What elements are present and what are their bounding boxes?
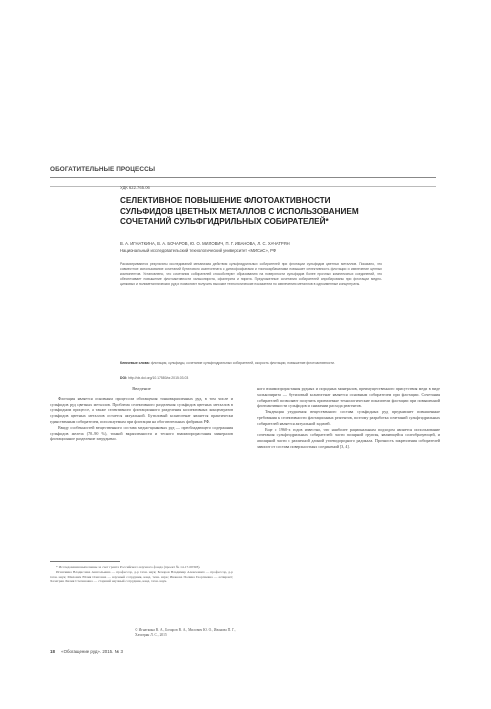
udc-code: УДК 622.765.06: [120, 185, 150, 190]
body-paragraph: Флотация является основным процессом обогащения тонковкрапленных руд, в том числе и сульфидов руд цветных металлов. Проблема селективного разделения сульфидов цветных металлов в сульфидном процессе, а также селективного флотационного разделения коллективных концентратов сульфидов цветных металлов остается актуальной. Бутиловый ксантогенат является практически единственным собирателем, используемым при флотации на обогатительных фабриках РФ.: [50, 395, 233, 424]
journal-name: «Обогащение руд». 2015. № 3: [61, 649, 123, 654]
section-rule: [50, 177, 436, 178]
footnote-rule: [50, 561, 120, 562]
body-paragraph: ного взаимопрорастания рудных и породных минералов, преимущественного присутствия меди в виде халькопирита — бутиловый ксантогенат является основным собирателем при флотации. Сочетания собирателей позволяют получить приемлемые технологические показатели флотации при повышенной флотоактивности сульфидов и снижении расхода реагентов.: [257, 386, 440, 409]
header-rule: [50, 186, 436, 187]
right-text-column: [257, 386, 440, 450]
article-title: СЕЛЕКТИВНОЕ ПОВЫШЕНИЕ ФЛОТОАКТИВНОСТИ СУЛЬФИДОВ ЦВЕТНЫХ МЕТАЛЛОВ С ИСПОЛЬЗОВАНИЕМ СОЧЕТАНИЙ СУЛЬФГИДРИЛЬНЫХ СОБИРАТЕЛЕЙ*: [120, 196, 359, 226]
copyright-notice: © Игнаткина В. А., Бочаров В. А., Милович Ю. О., Иванова П. Г., Хачатрян Л. С., 2015: [135, 628, 236, 637]
author-affiliation: Национальный исследовательский технологический университет «МИСиС», РФ: [120, 248, 277, 253]
doi-link[interactable]: http://dx.doi.org/10.17580/or.2015.03.03: [128, 376, 189, 380]
footnotes: [50, 565, 233, 584]
body-paragraph: Тенденция ухудшения вещественного состава сульфидных руд предъявляет повышенные требования к селективности флотационных реагентов, поэтому разработка сочетаний сульфгидрильных собирателей является актуальной задачей.: [257, 409, 440, 426]
article-authors: В. А. ИГНАТКИНА, В. А. БОЧАРОВ, Ю. О. МИЛОВИЧ, П. Г. ИВАНОВА, Л. С. ХАЧАТРЯН: [120, 241, 290, 246]
left-text-column: [50, 386, 233, 442]
footnote-grant: * Исследования выполнены за счет гранта Российского научного фонда (проект № 14-17-00393).: [56, 565, 201, 569]
footnote-authors: Игнаткина Владислава Анатольевна — профессор, д-р техн. наук; Бочаров Владимир Алексеевич — профессор, д-р техн. наук; Милович Юлия Олеговна — научный сотрудник, канд. техн. наук; Иванова Полина Георгиевна — аспирант; Хачатрян Лилия Степановна — старший научный сотрудник, канд. техн. наук.: [50, 569, 233, 584]
article-abstract: Рассматриваются результаты исследований механизма действия сульфгидрильных собирателей при флотации сульфидов цветных металлов. Показано, что совместное использование сочетаний бутилового ксантогената с дитиофосфатами и тионокарбаматами повышает селективность флотации и извлечение ценных компонентов. Установлено, что сочетания собирателей способствуют образованию на поверхности сульфидов более прочных комплексных соединений, что обеспечивает повышение флотоактивности халькопирита, сфалерита и пирита. Предложенные сочетания собирателей апробированы при флотации медно-цинковых и полиметаллических руд и позволяют получить высокие технологические показатели по извлечению металлов в одноименные концентраты.: [120, 262, 382, 287]
keywords-label: Ключевые слова:: [120, 361, 150, 365]
page-footer: [50, 649, 123, 654]
section-label: ОБОГАТИТЕЛЬНЫЕ ПРОЦЕССЫ: [50, 166, 156, 173]
doi-line: [120, 376, 188, 380]
page-number: 18: [50, 649, 55, 654]
keywords: [120, 361, 382, 366]
body-paragraph: Еще с 1960-х годов известно, что наиболее рациональным подходом является использование сочетания сульфгидрильных собирателей: части полярной группы, являющейся солеобразующей, и аполярной части с различной длиной углеводородного радикала. Прочность закрепления собирателей зависит от состава поверхностных соединений [3, 4].: [257, 426, 440, 449]
doi-label: DOI:: [120, 376, 128, 380]
keywords-text: флотация, сульфиды, сочетание сульфгидрильных собирателей, скорость флотации, повышение флотоактивности.: [150, 361, 335, 365]
body-paragraph: Ввиду особенностей вещественного состава медно-цинковых руд — преобладающего содержания сульфидов железа (70–90 %), тонкой вкрапленности и тесного взаимопрорастания минералов флотационное разделение затруднено.: [50, 424, 233, 442]
intro-heading: Введение: [132, 386, 151, 391]
